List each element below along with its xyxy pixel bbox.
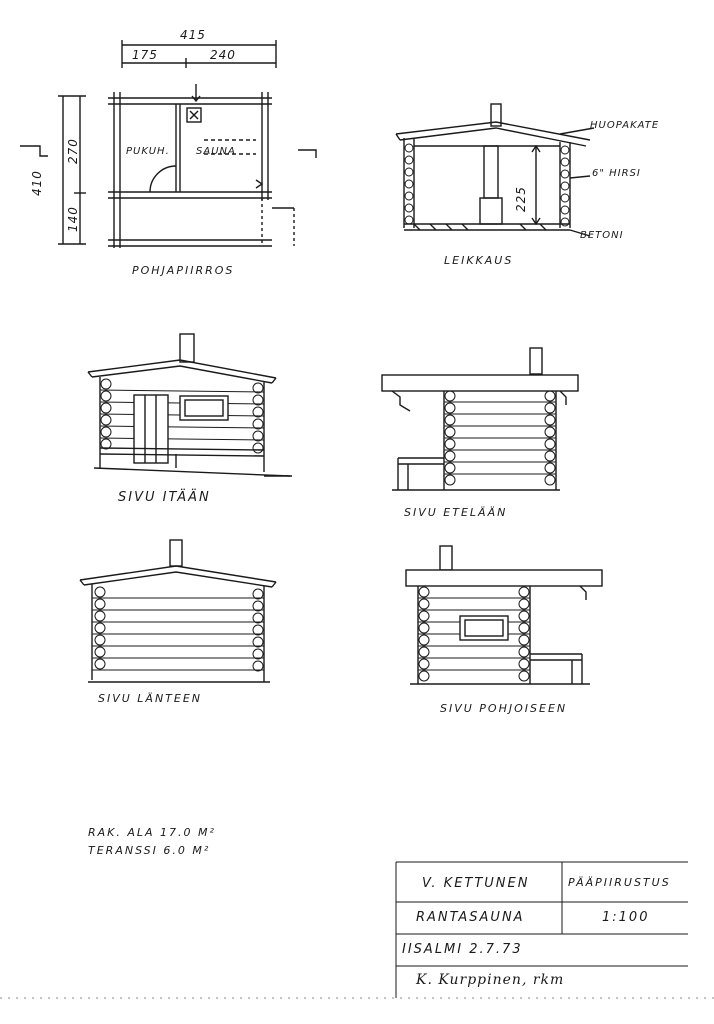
plan-dim-total-height: 410: [30, 170, 44, 196]
plan-dim-h2: 140: [66, 206, 80, 232]
elevation-north-title: SIVU POHJOISEEN: [440, 702, 568, 715]
drawing-type: PÄÄPIIRUSTUS: [568, 876, 671, 889]
section-drawing: [396, 104, 594, 236]
elevation-north: [406, 546, 602, 684]
elevation-east-title: SIVU ITÄÄN: [118, 490, 211, 505]
plan-dim-total-width: 415: [180, 28, 206, 42]
area-terrace: TERANSSI 6.0 M²: [88, 844, 211, 857]
floor-plan: [20, 40, 316, 248]
designer-name: V. KETTUNEN: [422, 876, 530, 891]
area-building: RAK. ALA 17.0 M²: [88, 826, 216, 839]
elevation-west-title: SIVU LÄNTEEN: [98, 692, 203, 705]
section-wall-note: 6" HIRSI: [592, 168, 641, 179]
section-height-dim: 225: [514, 186, 528, 212]
plan-room-dressing: PUKUH.: [126, 146, 170, 157]
elevation-south: [382, 348, 578, 490]
plan-dim-b: 240: [210, 48, 236, 62]
plan-room-sauna: SAUNA: [196, 146, 236, 157]
elevation-west: [80, 540, 276, 682]
section-floor-note: BETONI: [580, 230, 624, 241]
section-roof-note: HUOPAKATE: [590, 120, 660, 131]
project-name: RANTASAUNA: [416, 910, 525, 925]
plan-title: POHJAPIIRROS: [132, 264, 235, 277]
place-date: IISALMI 2.7.73: [402, 942, 523, 957]
plan-dim-a: 175: [132, 48, 158, 62]
section-title: LEIKKAUS: [444, 254, 514, 267]
elevation-south-title: SIVU ETELÄÄN: [404, 506, 508, 519]
signature: K. Kurppinen, rkm: [416, 972, 565, 988]
plan-dim-h1: 270: [66, 138, 80, 164]
title-block: [396, 862, 688, 998]
elevation-east: [88, 334, 292, 476]
scale: 1:100: [602, 910, 650, 925]
